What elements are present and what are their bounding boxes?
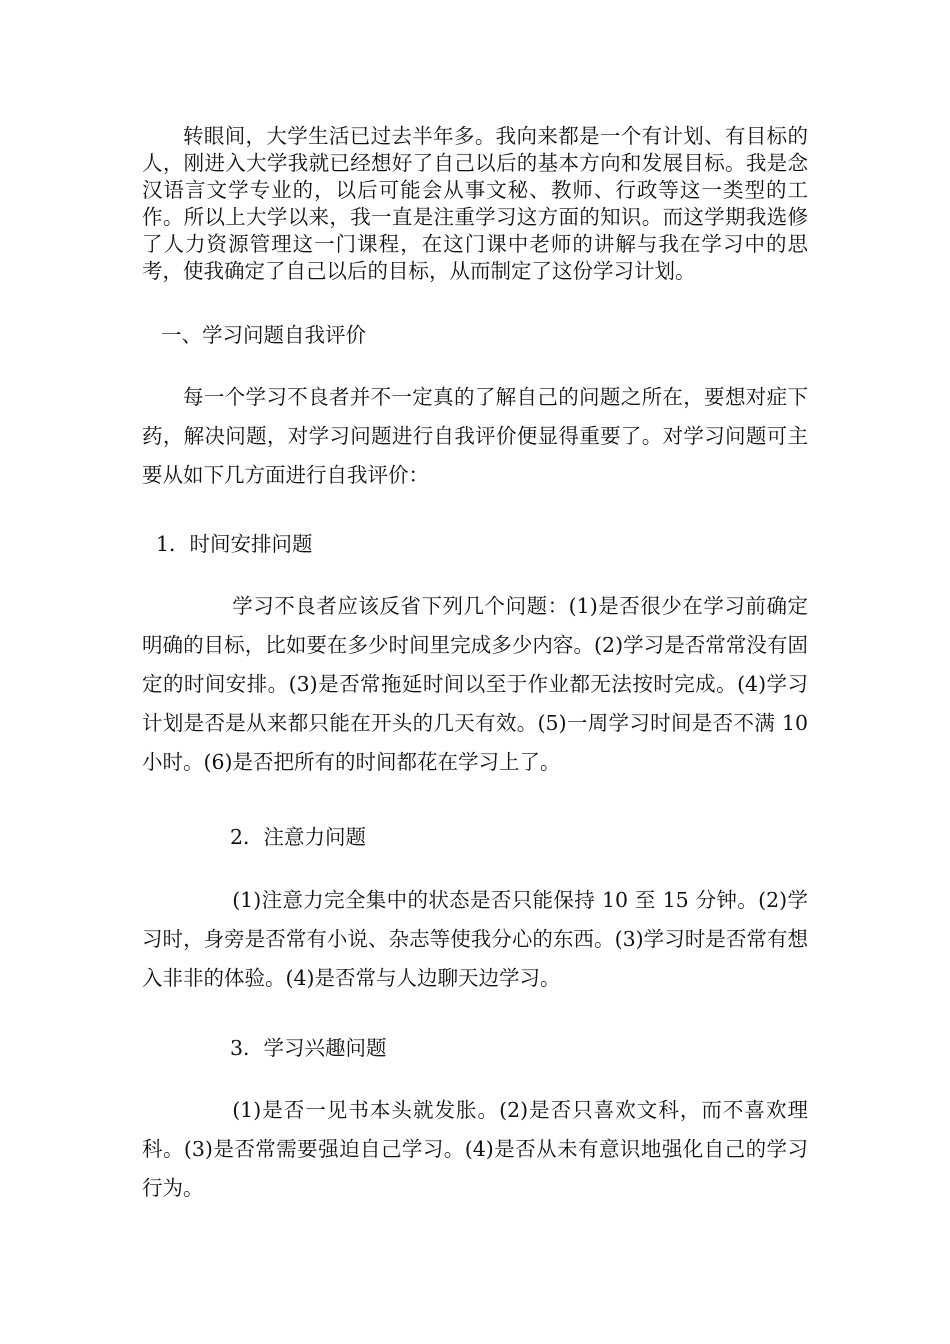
item-heading-attention: 2．注意力问题 <box>230 825 367 849</box>
section-paragraph: 每一个学习不良者并不一定真的了解自己的问题之所在，要想对症下药，解决问题，对学习问题进行自我评价便显得重要了。对学习问题可主要从如下几方面进行自我评价： <box>142 385 808 487</box>
item-heading-time: 1．时间安排问题 <box>156 532 313 556</box>
section-heading: 一、学习问题自我评价 <box>161 323 366 347</box>
item-paragraph-interest: (1)是否一见书本头就发胀。(2)是否只喜欢文科，而不喜欢理科。(3)是否常需要强迫自己学习。(4)是否从未有意识地强化自己的学习行为。 <box>142 1098 808 1200</box>
item-heading-interest: 3．学习兴趣问题 <box>230 1036 387 1060</box>
item-paragraph-time: 学习不良者应该反省下列几个问题：(1)是否很少在学习前确定明确的目标，比如要在多少时间里完成多少内容。(2)学习是否常常没有固定的时间安排。(3)是否常拖延时间以至于作业都无法按时完成。(4)学习计划是否是从来都只能在开头的几天有效。(5)一周学习时间是否不满 10 小时。(6)是否把所有的时间都花在学习上了。 <box>142 594 808 774</box>
item-paragraph-attention: (1)注意力完全集中的状态是否只能保持 10 至 15 分钟。(2)学习时，身旁是否常有小说、杂志等使我分心的东西。(3)学习时是否常有想入非非的体验。(4)是否常与人边聊天边学习。 <box>142 888 808 990</box>
intro-paragraph: 转眼间，大学生活已过去半年多。我向来都是一个有计划、有目标的人，刚进入大学我就已经想好了自己以后的基本方向和发展目标。我是念汉语言文学专业的，以后可能会从事文秘、教师、行政等这一类型的工作。所以上大学以来，我一直是注重学习这方面的知识。而这学期我选修了人力资源管理这一门课程，在这门课中老师的讲解与我在学习中的思考，使我确定了自己以后的目标，从而制定了这份学习计划。 <box>142 124 808 283</box>
